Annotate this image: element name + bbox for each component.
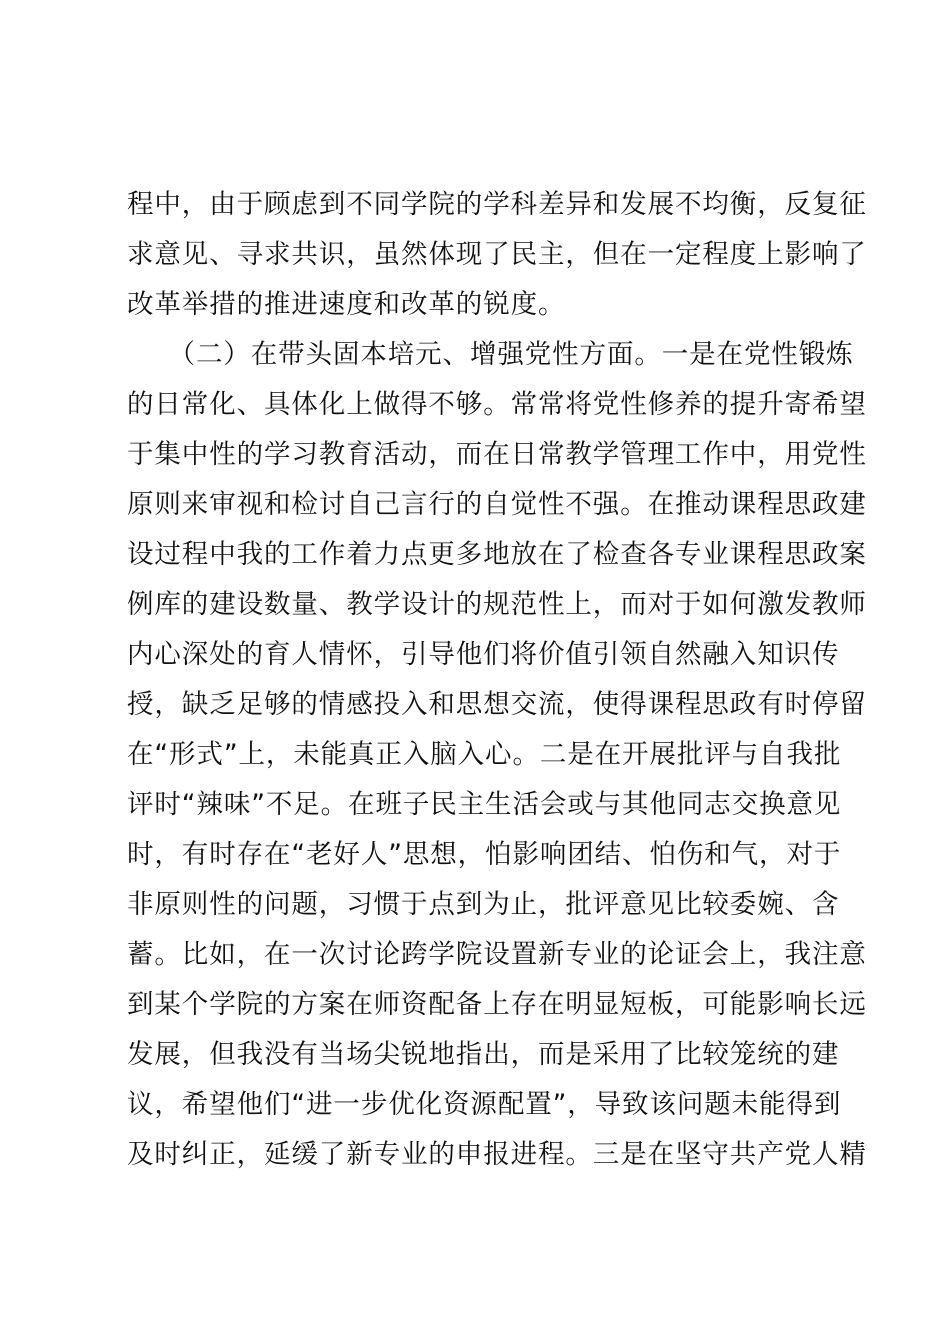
text-line: 时，有时存在“老好人”思想，怕影响团结、怕伤和气，对于	[127, 839, 842, 870]
text-line: 原则来审视和检讨自己言行的自觉性不强。在推动课程思政建	[127, 489, 867, 520]
text-line: 求意见、寻求共识，虽然体现了民主，但在一定程度上影响了	[127, 239, 867, 270]
text-line: 例库的建设数量、教学设计的规范性上，而对于如何激发教师	[127, 589, 867, 620]
text-line: 的日常化、具体化上做得不够。常常将党性修养的提升寄希望	[127, 389, 867, 420]
text-line: 程中，由于顾虑到不同学院的学科差异和发展不均衡，反复征	[127, 189, 867, 220]
text-line: 授，缺乏足够的情感投入和思想交流，使得课程思政有时停留	[127, 689, 867, 720]
document-body	[127, 180, 867, 1180]
text-line: 在“形式”上，未能真正入脑入心。二是在开展批评与自我批	[127, 739, 842, 770]
text-line: 蓄。比如，在一次讨论跨学院设置新专业的论证会上，我注意	[127, 939, 867, 970]
text-line: 改革举措的推进速度和改革的锐度。	[127, 289, 566, 320]
text-line: 于集中性的学习教育活动，而在日常教学管理工作中，用党性	[127, 439, 867, 470]
text-line: 评时“辣味”不足。在班子民主生活会或与其他同志交换意见	[127, 789, 842, 820]
text-line: 及时纠正，延缓了新专业的申报进程。三是在坚守共产党人精	[127, 1139, 867, 1170]
text-line: 设过程中我的工作着力点更多地放在了检查各专业课程思政案	[127, 539, 867, 570]
section-heading-line: （二）在带头固本培元、增强党性方面。一是在党性锻炼	[127, 339, 854, 370]
text-line: 议，希望他们“进一步优化资源配置”，导致该问题未能得到	[127, 1089, 842, 1120]
text-line: 内心深处的育人情怀，引导他们将价值引领自然融入知识传	[127, 639, 840, 670]
text-line: 到某个学院的方案在师资配备上存在明显短板，可能影响长远	[127, 989, 867, 1020]
text-line: 非原则性的问题，习惯于点到为止，批评意见比较委婉、含	[127, 889, 840, 920]
text-line: 发展，但我没有当场尖锐地指出，而是采用了比较笼统的建	[127, 1039, 840, 1070]
